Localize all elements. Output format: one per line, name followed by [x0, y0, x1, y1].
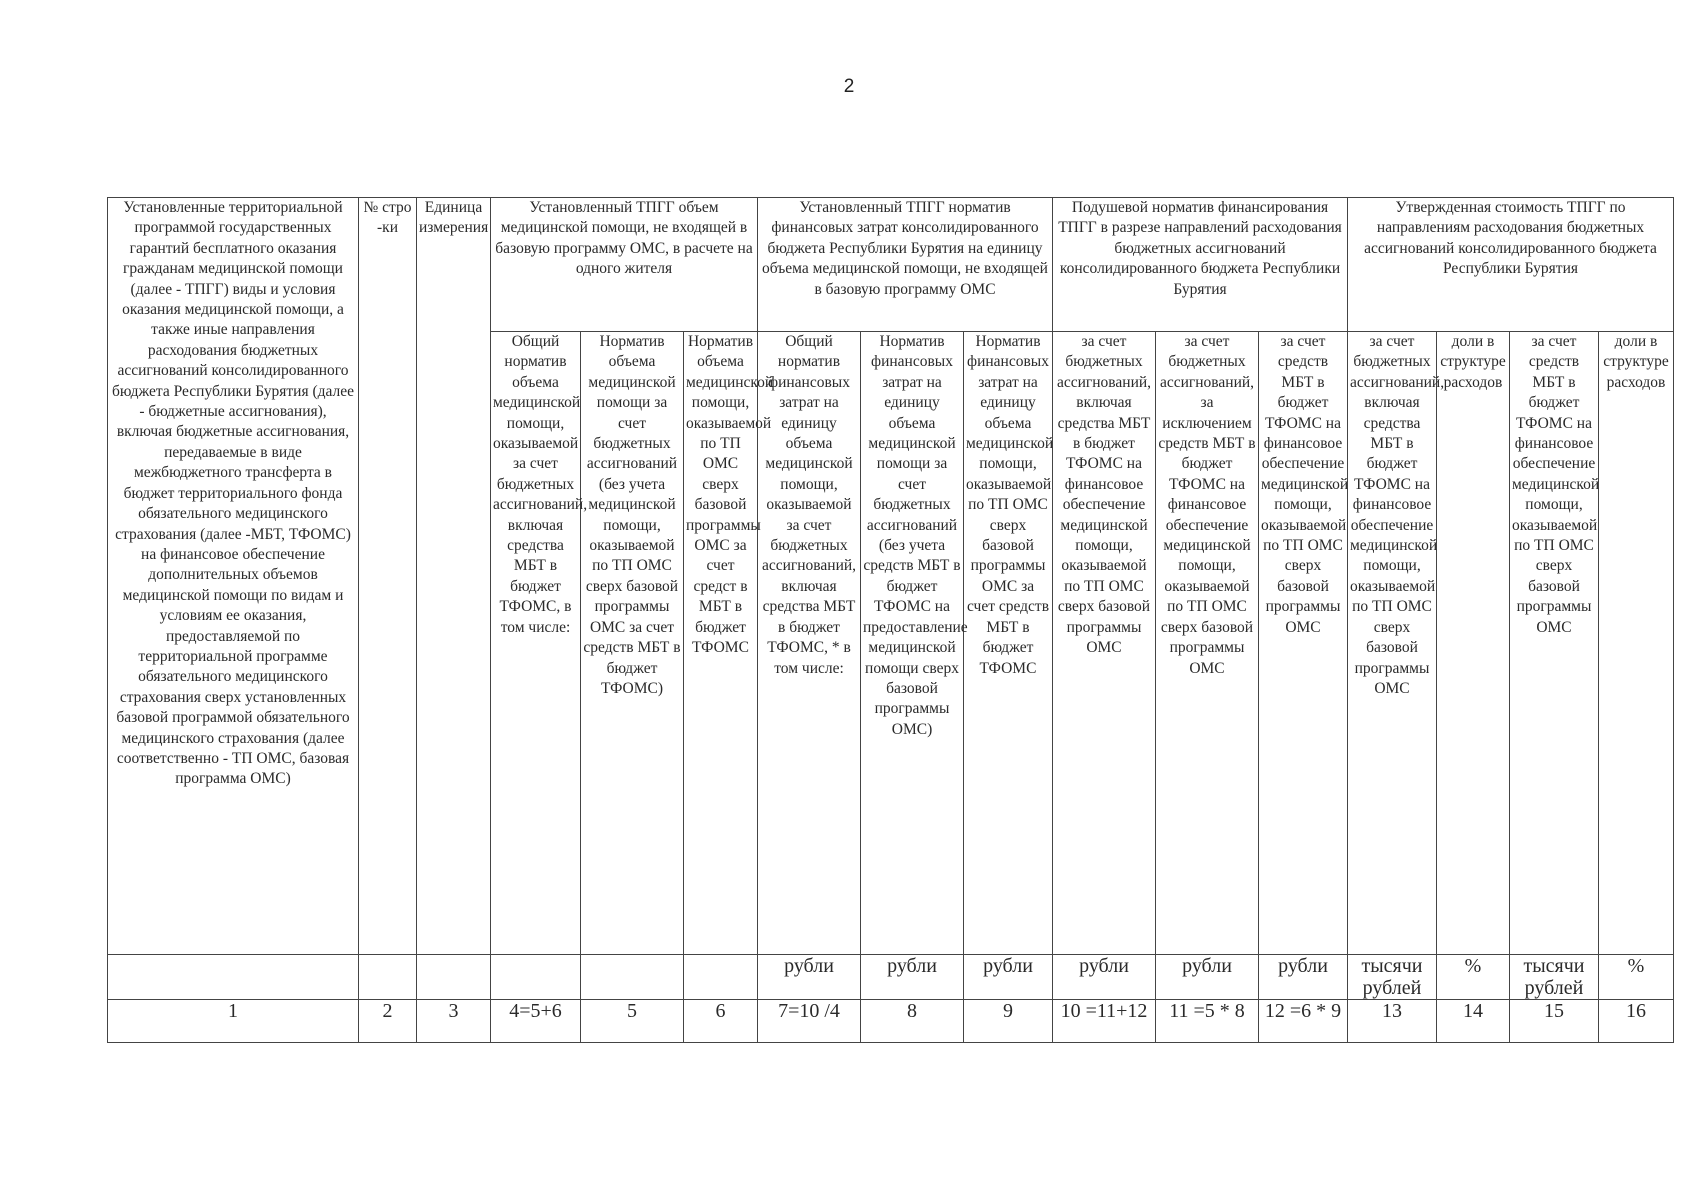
- unit-cell: рубли: [1259, 955, 1348, 1000]
- column-numbers-row: [108, 1000, 1674, 1043]
- subheader-col-11: за счет бюджетных ассигнований, за исключением средств МБТ в бюджет ТФОМС на финансовое обеспечение медицинской помощи, оказываемой по ТП ОМС сверх базовой программы ОМС: [1156, 332, 1259, 955]
- column-number-cell: 2: [359, 1000, 417, 1043]
- unit-cell: рубли: [861, 955, 964, 1000]
- header-group-approved-cost: Утвержденная стоимость ТПГГ по направлениям расходования бюджетных ассигнований консолидированного бюджета Республики Бурятия: [1348, 198, 1674, 332]
- column-number-cell: 6: [684, 1000, 758, 1043]
- column-number-cell: 3: [417, 1000, 491, 1043]
- column-number-cell: 16: [1599, 1000, 1674, 1043]
- unit-cell: [359, 955, 417, 1000]
- subheader-col-15: за счет средств МБТ в бюджет ТФОМС на финансовое обеспечение медицинской помощи, оказываемой по ТП ОМС сверх базовой программы ОМС: [1510, 332, 1599, 955]
- unit-cell: %: [1599, 955, 1674, 1000]
- financing-table: [107, 197, 1674, 1043]
- subheader-col-16: доли в структуре расходов: [1599, 332, 1674, 955]
- subheader-col-5: Норматив объема медицинской помощи за счет бюджетных ассигнований (без учета медицинской помощи, оказываемой по ТП ОМС сверх базовой программы ОМС за счет средств МБТ в бюджет ТФОМС): [581, 332, 684, 955]
- column-number-cell: 12 =6 * 9: [1259, 1000, 1348, 1043]
- subheader-col-4: Общий норматив объема медицинской помощи, оказываемой за счет бюджетных ассигнований, включая средства МБТ в бюджет ТФОМС, в том числе:: [491, 332, 581, 955]
- subheader-col-14: доли в структуре расходов: [1437, 332, 1510, 955]
- column-number-cell: 5: [581, 1000, 684, 1043]
- header-row: [108, 198, 1674, 332]
- subheader-col-10: за счет бюджетных ассигнований, включая средства МБТ в бюджет ТФОМС на финансовое обеспечение медицинской помощи, оказываемой по ТП ОМС сверх базовой программы ОМС: [1053, 332, 1156, 955]
- unit-cell: [684, 955, 758, 1000]
- subheader-col-8: Норматив финансовых затрат на единицу объема медицинской помощи за счет бюджетных ассигнований (без учета средств МБТ в бюджет ТФОМС на предоставление медицинской помощи сверх базовой программы ОМС): [861, 332, 964, 955]
- column-number-cell: 14: [1437, 1000, 1510, 1043]
- unit-cell: %: [1437, 955, 1510, 1000]
- subheader-col-7: Общий норматив финансовых затрат на единицу объема медицинской помощи, оказываемой за счет бюджетных ассигнований, включая средства МБТ в бюджет ТФОМС, * в том числе:: [758, 332, 861, 955]
- header-types-of-care: Установленные территориальной программой государственных гарантий бесплатного оказания гражданам медицинской помощи (далее - ТПГГ) виды и условия оказания медицинской помощи, а также иные направления расходования бюджетных ассигнований консолидированного бюджета Республики Бурятия (далее - бюджетные ассигнования), включая бюджетные ассигнования, передаваемые в виде межбюджетного трансферта в бюджет территориального фонда обязательного медицинского страхования (далее -МБТ, ТФОМС) на финансовое обеспечение дополнительных объемов медицинской помощи по видам и условиям ее оказания, предоставляемой по территориальной программе обязательного медицинского страхования сверх установленных базовой программой обязательного медицинского страхования (далее соответственно - ТП ОМС, базовая программа ОМС): [108, 198, 359, 955]
- units-row: [108, 955, 1674, 1000]
- header-unit: Единица измерения: [417, 198, 491, 955]
- column-number-cell: 11 =5 * 8: [1156, 1000, 1259, 1043]
- unit-cell: [417, 955, 491, 1000]
- unit-cell: рубли: [1156, 955, 1259, 1000]
- subheader-col-13: за счет бюджетных ассигнований, включая средства МБТ в бюджет ТФОМС на финансовое обеспечение медицинской помощи, оказываемой по ТП ОМС сверх базовой программы ОМС: [1348, 332, 1437, 955]
- header-group-per-capita: Подушевой норматив финансирования ТПГГ в разрезе направлений расходования бюджетных ассигнований консолидированного бюджета Республики Бурятия: [1053, 198, 1348, 332]
- header-row-number: № стро -ки: [359, 198, 417, 955]
- header-group-volume: Установленный ТПГГ объем медицинской помощи, не входящей в базовую программу ОМС, в расчете на одного жителя: [491, 198, 758, 332]
- column-number-cell: 4=5+6: [491, 1000, 581, 1043]
- subheader-col-9: Норматив финансовых затрат на единицу объема медицинской помощи, оказываемой по ТП ОМС сверх базовой программы ОМС за счет средств МБТ в бюджет ТФОМС: [964, 332, 1053, 955]
- unit-cell: [581, 955, 684, 1000]
- column-number-cell: 15: [1510, 1000, 1599, 1043]
- unit-cell: [108, 955, 359, 1000]
- column-number-cell: 10 =11+12: [1053, 1000, 1156, 1043]
- page-number: 2: [843, 76, 855, 97]
- column-number-cell: 9: [964, 1000, 1053, 1043]
- unit-cell: рубли: [1053, 955, 1156, 1000]
- unit-cell: [491, 955, 581, 1000]
- subheader-col-12: за счет средств МБТ в бюджет ТФОМС на финансовое обеспечение медицинской помощи, оказываемой по ТП ОМС сверх базовой программы ОМС: [1259, 332, 1348, 955]
- column-number-cell: 7=10 /4: [758, 1000, 861, 1043]
- column-number-cell: 1: [108, 1000, 359, 1043]
- column-number-cell: 8: [861, 1000, 964, 1043]
- unit-cell: тысячи рублей: [1348, 955, 1437, 1000]
- unit-cell: рубли: [758, 955, 861, 1000]
- column-number-cell: 13: [1348, 1000, 1437, 1043]
- unit-cell: тысячи рублей: [1510, 955, 1599, 1000]
- subheader-col-6: Норматив объема медицинской помощи, оказываемой по ТП ОМС сверх базовой программы ОМС за счет средст в МБТ в бюджет ТФОМС: [684, 332, 758, 955]
- unit-cell: рубли: [964, 955, 1053, 1000]
- header-group-cost-norm: Установленный ТПГГ норматив финансовых затрат консолидированного бюджета Республики Бурятия на единицу объема медицинской помощи, не входящей в базовую программу ОМС: [758, 198, 1053, 332]
